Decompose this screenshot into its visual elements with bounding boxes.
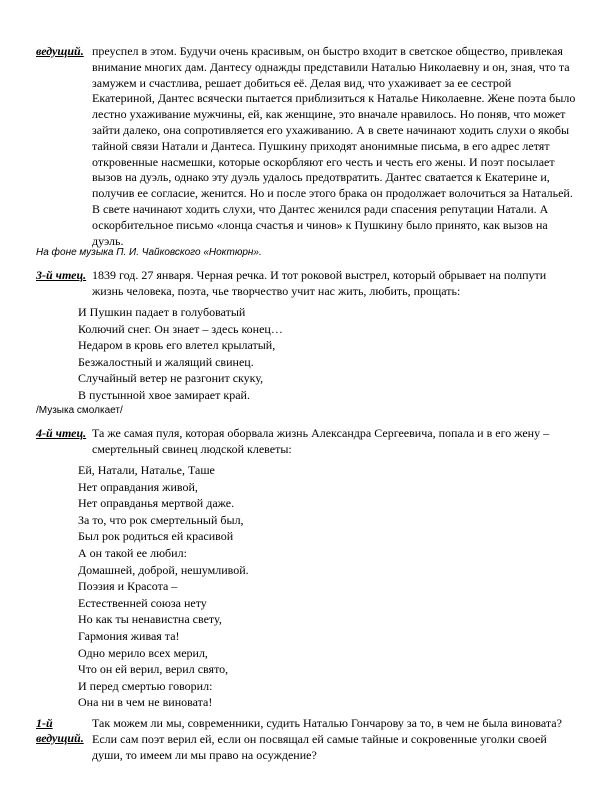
speaker-text: преуспел в этом. Будучи очень красивым, он быстро входит в светское общество, привлекая внимание многих дам. Дантесу однажды представили Наталью Николаевну и он, зная, что та замужем и счастлива, решает добиться её. Делая вид, что ухаживает за ее сестрой Екатериной, Дантес всячески пытается приблизиться к Наталье Николаевне. Жене поэта было лестно ухаживание мужчины, ей, как женщине, это вначале нравилось. Но поняв, что может зайти далеко, она сопротивляется его ухаживанию. А в свете начинают ходить слухи о якобы тайной связи Натали и Дантеса. Пушкину приходят анонимные письма, в его адрес летят откровенные насмешки, которые оскорбляют его честь и честь его жены. И поэт посылает вызов на дуэль, однако эту дуэль удалось предотвратить. Дантес сватается к Екатерине и, получив ее согласие, женится. Но и после этого брака он продолжает волочиться за Натальей. В свете начинают ходить слухи, что Дантес женился ради спасения репутации Натали. А оскорбительное письмо «лонца счастья и чинов» к Пушкину было принято, как вызов на дуэль. bbox=[92, 44, 576, 248]
poem-line: И Пушкин падает в голубоватый bbox=[78, 305, 246, 319]
poem-line: Поэзия и Красота – bbox=[78, 579, 178, 594]
poem-line: Безжалостный и жалящий свинец. bbox=[78, 354, 254, 369]
speaker-text: Та же самая пуля, которая оборвала жизнь Александра Сергеевича, попала и в его жену – смертельный свинец людской клеветы: bbox=[92, 426, 550, 456]
poem-stanza-1 bbox=[78, 304, 538, 404]
poem-line: Случайный ветер не разгонит скуку, bbox=[78, 371, 264, 386]
stage-direction-music-stops: /Музыка смолкает/ bbox=[36, 405, 123, 416]
poem-line: За то, что рок смертельный был, bbox=[78, 512, 244, 527]
poem-line: Но как ты ненавистна свету, bbox=[78, 612, 222, 627]
poem-line: Одно мерило всех мерил, bbox=[78, 645, 208, 660]
poem-line: И перед смертью говорил: bbox=[78, 678, 213, 693]
poem-line: В пустынной хвое замирает край. bbox=[78, 387, 250, 402]
speaker-label: 3-й чтец. bbox=[36, 268, 87, 282]
speaker-label: 4-й чтец. bbox=[36, 426, 87, 440]
poem-line: Был рок родиться ей красивой bbox=[78, 529, 234, 544]
speaker-block-reader-4 bbox=[36, 426, 576, 460]
poem-line: Естественней союза нету bbox=[78, 595, 207, 610]
speaker-block-host bbox=[36, 44, 576, 248]
poem-line: Нет оправданья мертвой даже. bbox=[78, 496, 235, 511]
poem-line: Что он ей верил, верил свято, bbox=[78, 662, 229, 677]
speaker-text: 1839 год. 27 января. Черная речка. И тот роковой выстрел, который обрывает на полпути жизнь человека, поэта, чье творчество учит нас жить, любить, прощать: bbox=[92, 268, 547, 298]
poem-stanza-2 bbox=[78, 462, 538, 711]
speaker-block-host-1 bbox=[36, 716, 576, 766]
speaker-label: 1-й ведущий. bbox=[36, 716, 84, 745]
speaker-block-reader-3 bbox=[36, 268, 576, 302]
poem-line: Недаром в кровь его влетел крылатый, bbox=[78, 338, 276, 353]
poem-line: Она ни в чем не виновата! bbox=[78, 695, 213, 710]
speaker-label: ведущий. bbox=[36, 44, 84, 58]
poem-line: А он такой ее любил: bbox=[78, 545, 187, 560]
poem-line: Нет оправдания живой, bbox=[78, 479, 198, 494]
poem-line: Гармония живая та! bbox=[78, 628, 180, 643]
stage-direction-music: На фоне музыка П. И. Чайковского «Ноктюрн». bbox=[36, 247, 262, 258]
speaker-text: Так можем ли мы, современники, судить Наталью Гончарову за то, в чем не была виновата? Если сам поэт верил ей, если он посвящал ей самые тайные и сокровенные уголки своей души, то имеем ли мы право на осуждение? bbox=[92, 716, 562, 762]
poem-line: Ей, Натали, Наталье, Таше bbox=[78, 463, 215, 477]
poem-line: Домашней, доброй, нешумливой. bbox=[78, 562, 249, 577]
poem-line: Колючий снег. Он знает – здесь конец… bbox=[78, 321, 283, 336]
